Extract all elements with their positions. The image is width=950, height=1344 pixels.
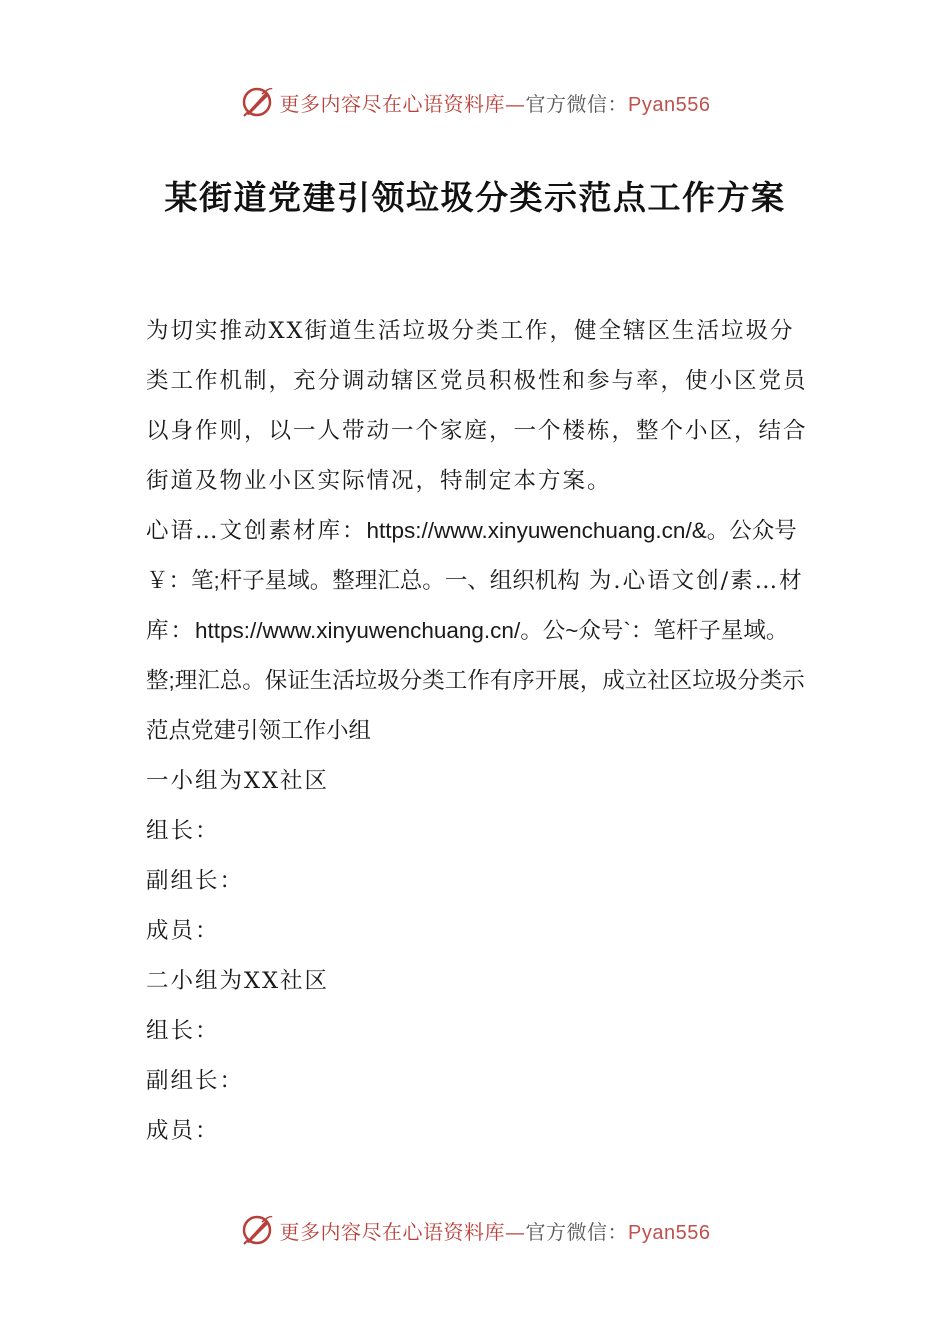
group-two-heading: 二小组为XX社区 (146, 968, 330, 994)
intro-paragraph: 为切实推动XX街道生活垃圾分类工作，健全辖区生活垃圾分类工作机制，充分调动辖区党员积极性和参与率，使小区党员以身作则，以一人带动一个家庭，一个楼栋，整个小区，结合街道及物业小区实际情况，特制定本方案。 (146, 318, 808, 494)
group-one-members: 成员： (146, 918, 220, 944)
document-title: 某街道党建引领垃圾分类示范点工作方案 (164, 178, 786, 217)
quill-pen-logo-icon (240, 1213, 274, 1247)
group-two-members: 成员： (146, 1118, 220, 1144)
header-banner-wechat-id: Pyan556 (628, 93, 711, 116)
header-banner-inner (240, 85, 711, 119)
watermark-line-2: 为.心语文创/素…材库： (146, 568, 804, 644)
header-banner-wechat-label: 官方微信： (525, 91, 629, 116)
footer-banner-main: 更多内容尽在心语资料库 (279, 1219, 506, 1244)
watermark-link-2: https://www.xinyuwenchuang.cn/。公~众号`：笔杆子星域。整;理汇总。保证生活垃圾分类工作有序开展，成立社区垃圾分类示范点党建引领工作小组 (146, 618, 805, 743)
group-one-leader: 组长： (146, 818, 220, 844)
header-banner-main: 更多内容尽在心语资料库 (279, 91, 506, 116)
group-two-deputy: 副组长： (146, 1068, 245, 1094)
group-one-heading: 一小组为XX社区 (146, 768, 330, 794)
header-banner-dash: — (505, 91, 526, 116)
footer-banner-text (280, 1216, 711, 1245)
footer-banner-inner (240, 1213, 711, 1247)
footer-banner-wechat-id: Pyan556 (628, 1221, 711, 1244)
header-banner (0, 78, 950, 126)
document-body (146, 306, 808, 1156)
watermark-link-1: https://www.xinyuwenchuang.cn/&。公众号￥：笔;杆子星域。整理汇总。一、组织机构 (146, 518, 797, 593)
footer-banner-dash: — (505, 1219, 526, 1244)
watermark-line-1: 心语…文创素材库： (146, 518, 367, 544)
header-banner-text (280, 88, 711, 117)
group-one-deputy: 副组长： (146, 868, 245, 894)
quill-pen-logo-icon (240, 85, 274, 119)
footer-banner-wechat-label: 官方微信： (525, 1219, 629, 1244)
footer-banner (0, 1206, 950, 1254)
group-two-leader: 组长： (146, 1018, 220, 1044)
